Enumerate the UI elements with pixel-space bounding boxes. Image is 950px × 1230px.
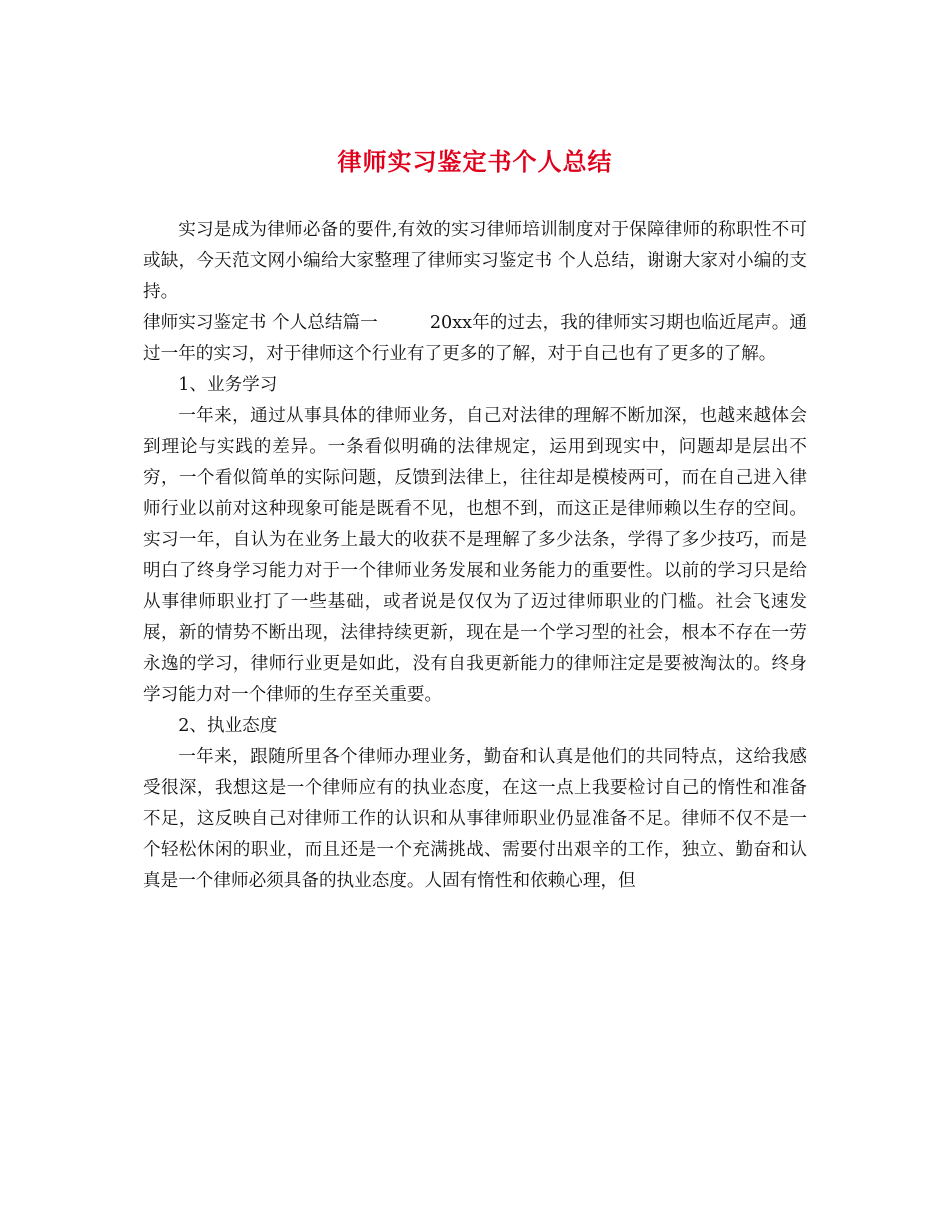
section1-heading: 1、业务学习 [178,375,278,395]
section1-paragraph: 一年来，通过从事具体的律师业务，自己对法律的理解不断加深，也越来越体会到理论与实践的差异。一条看似明确的法律规定，运用到现实中，问题却是层出不穷，一个看似简单的实际问题，反馈到法律上，往往却是模棱两可，而在自己进入律师行业以前对这种现象可能是既看不见，也想不到，而这正是律师赖以生存的空间。实习一年，自认为在业务上最大的收获不是理解了多少法条，学得了多少技巧，而是明白了终身学习能力对于一个律师业务发展和业务能力的重要性。以前的学习只是给从事律师职业打了一些基础，或者说是仅仅为了迈过律师职业的门槛。社会飞速发展，新的情势不断出现，法律持续更新，现在是一个学习型的社会，根本不存在一劳永逸的学习，律师行业更是如此，没有自我更新能力的律师注定是要被淘汰的。终身学习能力对一个律师的生存至关重要。 [143,406,807,705]
intro-paragraph: 实习是成为律师必备的要件,有效的实习律师培训制度对于保障律师的称职性不可或缺，今天范文网小编给大家整理了律师实习鉴定书 个人总结，谢谢大家对小编的支持。 [143,220,807,302]
part1-paragraph [143,308,807,370]
part1-text: 20xx年的过去，我的律师实习期也临近尾声。通过一年的实习，对于律师这个行业有了更多的了解，对于自己也有了更多的了解。 [143,313,807,364]
section2-heading: 2、执业态度 [178,716,278,736]
section2-paragraph: 一年来，跟随所里各个律师办理业务，勤奋和认真是他们的共同特点，这给我感受很深，我想这是一个律师应有的执业态度，在这一点上我要检讨自己的惰性和准备不足，这反映自己对律师工作的认识和从事律师职业仍显准备不足。律师不仅不是一个轻松休闲的职业，而且还是一个充满挑战、需要付出艰辛的工作，独立、勤奋和认真是一个律师必须具备的执业态度。人固有惰性和依赖心理，但 [143,747,807,891]
part1-label: 律师实习鉴定书 个人总结篇一 [143,313,378,333]
document-title: 律师实习鉴定书个人总结 [337,147,613,176]
document-body [143,215,807,897]
